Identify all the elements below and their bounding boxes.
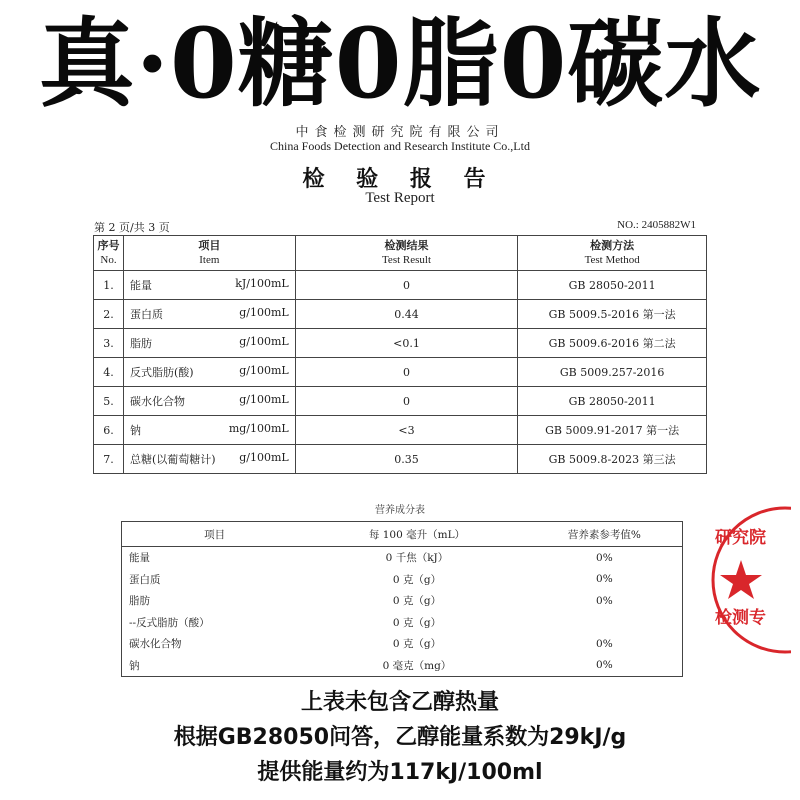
headline: 真·0糖0脂0碳水 xyxy=(38,7,762,120)
nutrition-table-title: 营养成分表 xyxy=(375,505,425,516)
table-row: 2. 蛋白质 g/100mL 0.44 GB 5009.5-2016 第一法 xyxy=(94,300,707,329)
table-row: 碳水化合物 0 克（g） 0% xyxy=(129,637,613,651)
nutrition-header-per: 每 100 毫升（mL） xyxy=(307,522,527,547)
institute-name-cn: 中食检测研究院有限公司 xyxy=(295,125,505,140)
table-row: 6. 钠 mg/100mL <3 GB 5009.91-2017 第一法 xyxy=(94,416,707,445)
report-title-cn: 检 验 报 告 xyxy=(302,166,498,192)
star-icon xyxy=(720,560,762,599)
table-row: 7. 总糖(以葡萄糖计) g/100mL 0.35 GB 5009.8-2023 第三法 xyxy=(94,445,707,474)
nutrition-table xyxy=(121,521,683,677)
header-result: 检测结果 Test Result xyxy=(295,236,518,271)
report-title-en: Test Report xyxy=(365,190,435,206)
nutrition-header-nrv: 营养素参考值% xyxy=(527,522,683,547)
red-seal-stamp xyxy=(705,505,791,655)
test-result-table xyxy=(93,235,707,474)
table-row: 钠 0 毫克（mg） 0% xyxy=(129,659,613,672)
caption-line-3: 提供能量约为117kJ/100ml xyxy=(257,760,543,785)
table-row: 3. 脂肪 g/100mL <0.1 GB 5009.6-2016 第二法 xyxy=(94,329,707,358)
stamp-top-text: 研究院 xyxy=(715,528,766,548)
nutrition-table-header xyxy=(122,522,683,547)
test-table-header xyxy=(94,236,707,271)
table-row: 1. 能量 kJ/100mL 0 GB 28050-2011 xyxy=(94,271,707,300)
table-row: 蛋白质 0 克（g） 0% xyxy=(129,573,613,586)
header-item: 项目 Item xyxy=(123,236,295,271)
header-seq: 序号 No. xyxy=(94,236,124,271)
nutrition-header-item: 项目 xyxy=(122,522,308,547)
table-row: 能量 0 千焦（kJ） 0% xyxy=(129,551,613,565)
caption-line-2: 根据GB28050问答，乙醇能量系数为29kJ/g xyxy=(173,725,627,750)
table-row: --反式脂肪（酸） 0 克（g） xyxy=(129,616,442,629)
table-row: 5. 碳水化合物 g/100mL 0 GB 28050-2011 xyxy=(94,387,707,416)
page-number: 第 2 页/共 3 页 xyxy=(94,221,170,234)
caption-line-1: 上表未包含乙醇热量 xyxy=(300,690,499,715)
table-row: 脂肪 0 克（g） 0% xyxy=(129,594,613,608)
institute-name-en: China Foods Detection and Research Institute Co.,Ltd xyxy=(270,139,530,153)
stamp-bottom-text: 检测专 xyxy=(715,608,766,628)
table-row: 4. 反式脂肪(酸) g/100mL 0 GB 5009.257-2016 xyxy=(94,358,707,387)
header-method: 检测方法 Test Method xyxy=(518,236,707,271)
report-number: NO.: 2405882W1 xyxy=(617,219,696,231)
